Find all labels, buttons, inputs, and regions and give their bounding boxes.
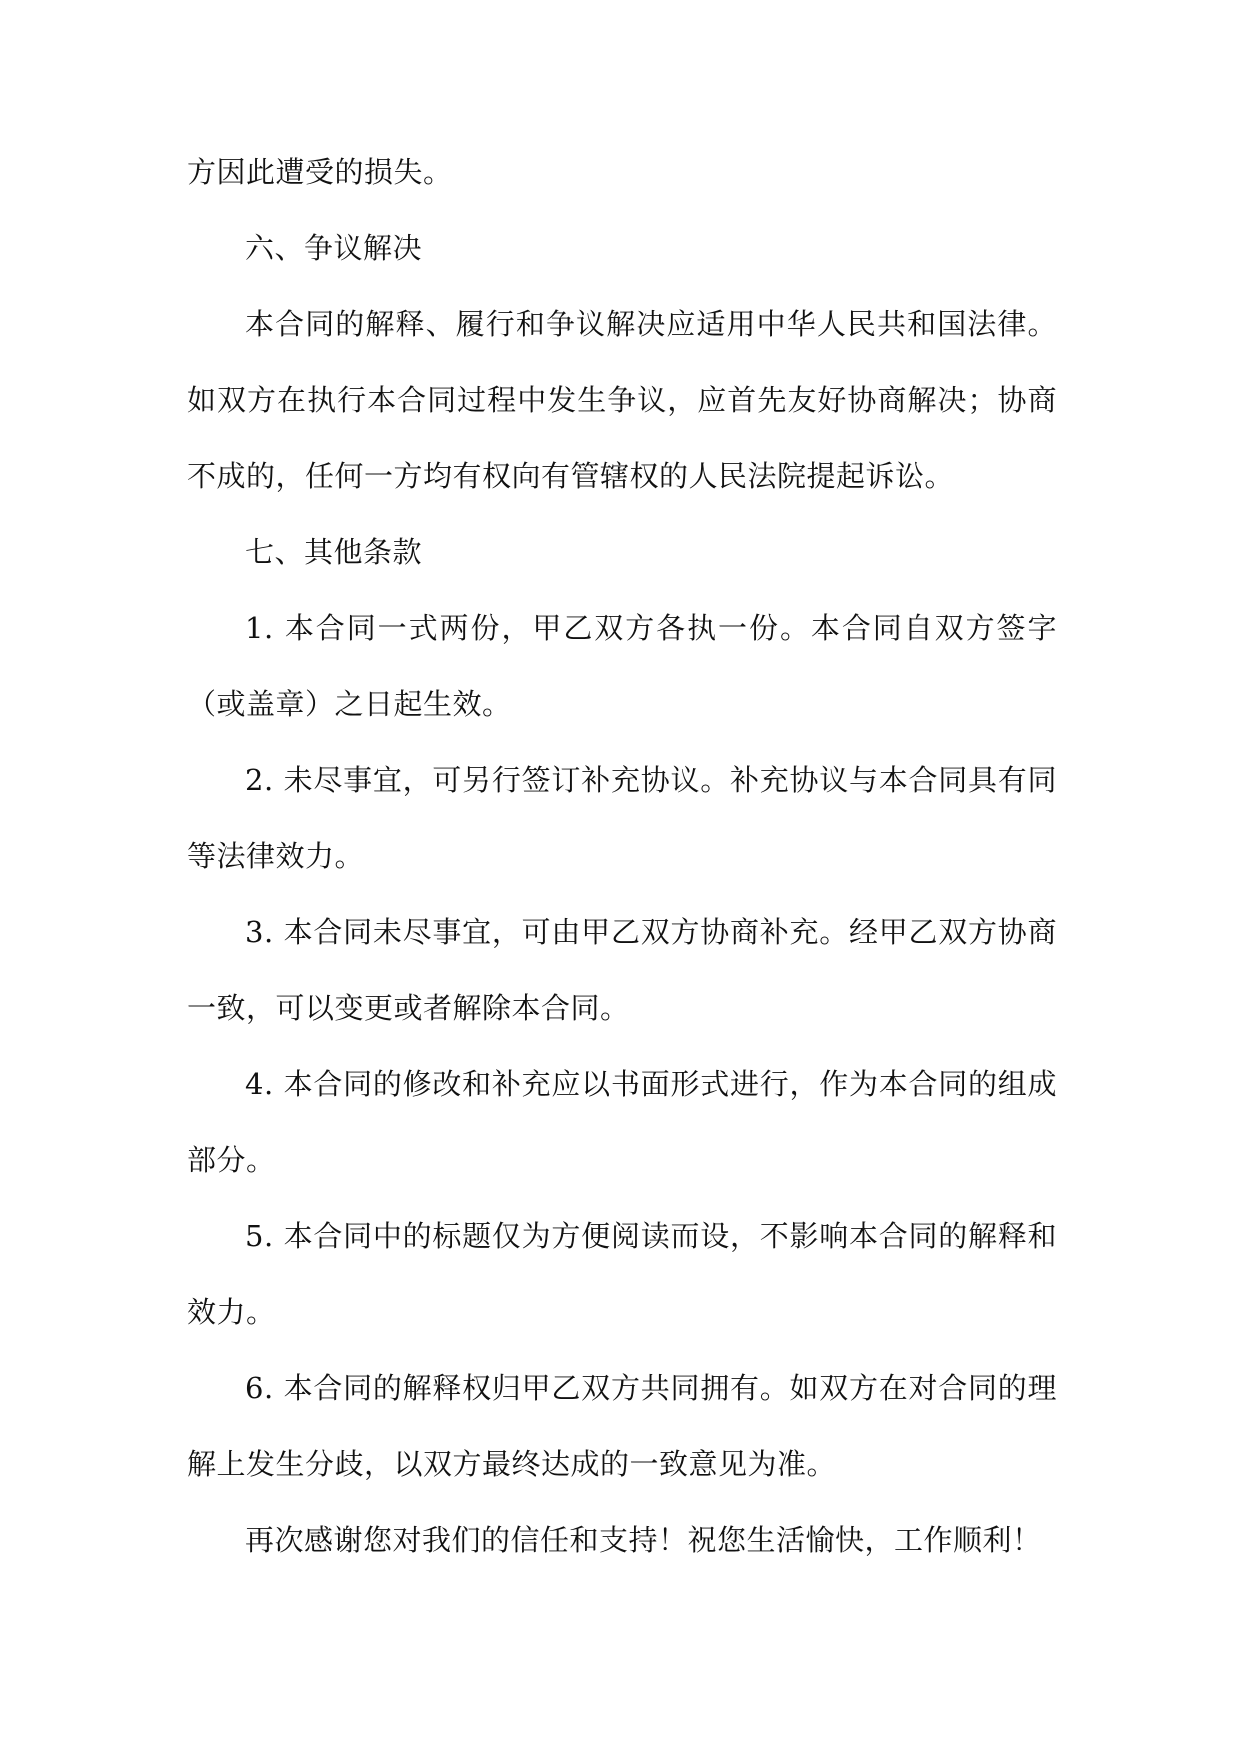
section-heading-dispute-resolution: 六、争议解决 bbox=[245, 231, 423, 265]
clause-item-4: 4. 本合同的修改和补充应以书面形式进行，作为本合同的组成部分。 bbox=[187, 1067, 1057, 1177]
paragraph-dispute-resolution: 本合同的解释、履行和争议解决应适用中华人民共和国法律。如双方在执行本合同过程中发生争议，应首先友好协商解决；协商不成的，任何一方均有权向有管辖权的人民法院提起诉讼。 bbox=[187, 307, 1057, 493]
closing-paragraph: 再次感谢您对我们的信任和支持！祝您生活愉快，工作顺利！ bbox=[245, 1523, 1042, 1557]
clause-item-5: 5. 本合同中的标题仅为方便阅读而设，不影响本合同的解释和效力。 bbox=[187, 1219, 1057, 1329]
section-heading-other-terms: 七、其他条款 bbox=[245, 535, 423, 569]
clause-item-1: 1. 本合同一式两份，甲乙双方各执一份。本合同自双方签字（或盖章）之日起生效。 bbox=[187, 611, 1057, 721]
clause-item-2: 2. 未尽事宜，可另行签订补充协议。补充协议与本合同具有同等法律效力。 bbox=[187, 763, 1057, 873]
paragraph-carryover: 方因此遭受的损失。 bbox=[187, 155, 453, 189]
clause-item-6: 6. 本合同的解释权归甲乙双方共同拥有。如双方在对合同的理解上发生分歧，以双方最终达成的一致意见为准。 bbox=[187, 1371, 1057, 1481]
document-body bbox=[187, 134, 1057, 1578]
clause-item-3: 3. 本合同未尽事宜，可由甲乙双方协商补充。经甲乙双方协商一致，可以变更或者解除本合同。 bbox=[187, 915, 1057, 1025]
